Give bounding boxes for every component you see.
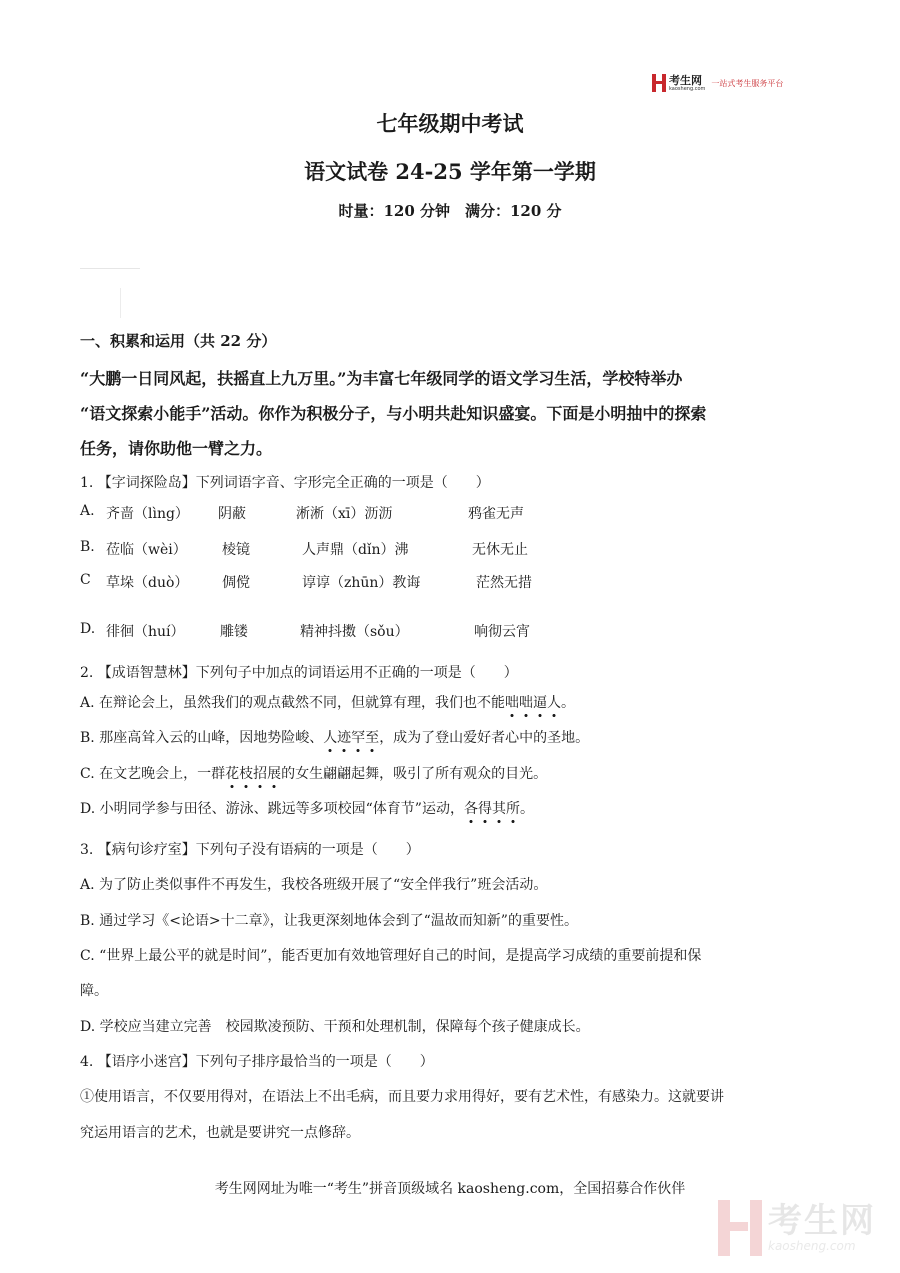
q2-option-a[interactable] [80, 692, 575, 718]
q1-option-a[interactable] [80, 503, 820, 523]
option-word-4: 响彻云宵 [474, 624, 530, 640]
option-text-end: 的女生翩翩起舞，吸引了所有观众的目光。 [281, 766, 548, 782]
q4-sentence-1: ①使用语言，不仅要用得对，在语法上不出毛病，而且要力求用得好，要有艺术性，有感染力。这就要讲 [80, 1089, 724, 1105]
q3-option-a[interactable]: A. 为了防止类似事件不再发生，我校各班级开展了“安全伴我行”班会活动。 [80, 877, 548, 893]
option-label: C [80, 572, 91, 588]
option-label: D. [80, 621, 96, 637]
option-text: B. 那座高耸入云的山峰，因地势险峻、 [80, 730, 324, 746]
exam-time-score: 时量：120 分钟 满分：120 分 [338, 202, 562, 220]
divider-vertical [120, 288, 121, 318]
exam-subtitle: 语文试卷 24-25 学年第一学期 [304, 159, 596, 184]
dotted-idiom [505, 692, 561, 718]
option-word-1: 齐啬（lìng） [106, 506, 189, 522]
q3-option-b[interactable]: B. 通过学习《<论语>十二章》，让我更深刻地体会到了“温故而知新”的重要性。 [80, 913, 578, 929]
option-word-2: 棱镜 [222, 542, 250, 558]
option-word-2: 雕镂 [220, 624, 248, 640]
option-text-end: 。 [519, 801, 534, 817]
dotted-idiom [323, 727, 379, 753]
option-word-4: 茫然无措 [476, 575, 532, 591]
q2-option-c[interactable] [80, 763, 547, 789]
option-word-4: 鸦雀无声 [468, 506, 524, 522]
option-text-end: ，成为了登山爱好者心中的圣地。 [379, 730, 590, 746]
dotted-idiom-text: 咄咄逼人 [505, 695, 562, 711]
intro-line-3: 任务，请你助他一臂之力。 [80, 439, 273, 458]
dotted-idiom-text: 人迹罕至 [323, 730, 380, 746]
kaosheng-logo[interactable] [652, 72, 783, 94]
option-text-end: 。 [561, 695, 576, 711]
option-word-4: 无休无止 [472, 542, 528, 558]
watermark-domain: kaosheng.com [768, 1239, 856, 1253]
q2-option-d[interactable] [80, 798, 534, 824]
option-text: C. 在文艺晚会上，一群 [80, 766, 226, 782]
divider [80, 268, 140, 269]
option-word-1: 草垛（duò） [106, 575, 189, 591]
question-3-stem: 3. 【病句诊疗室】下列句子没有语病的一项是（ ） [80, 842, 420, 858]
intro-line-1: “大鹏一日同风起，扶摇直上九万里。”为丰富七年级同学的语文学习生活，学校特举办 [80, 369, 683, 388]
logo-domain: kaosheng.com [669, 85, 706, 92]
option-label: A. [80, 503, 95, 519]
page-footer: 考生网网址为唯一“考生”拼音顶级域名 kaosheng.com，全国招募合作伙伴 [214, 1181, 686, 1197]
question-2-stem: 2. 【成语智慧林】下列句子中加点的词语运用不正确的一项是（ ） [80, 665, 518, 681]
option-word-3: 谆谆（zhūn）教诲 [302, 575, 421, 591]
option-word-2: 倜傥 [222, 575, 250, 591]
watermark [718, 1200, 876, 1256]
exam-title: 七年级期中考试 [376, 111, 524, 136]
option-word-2: 阴蔽 [218, 506, 246, 522]
option-word-3: 人声鼎（dǐn）沸 [302, 542, 409, 558]
q1-option-b[interactable] [80, 539, 820, 559]
watermark-logo-icon [718, 1200, 762, 1256]
option-text: D. 小明同学参与田径、游泳、跳远等多项校园“体育节”运动， [80, 801, 464, 817]
kaosheng-logo-icon [652, 74, 666, 92]
q4-sentence-1-continued: 究运用语言的艺术，也就是要讲究一点修辞。 [80, 1125, 360, 1141]
option-word-3: 淅淅（xī）沥沥 [296, 506, 393, 522]
dotted-idiom [225, 763, 281, 789]
question-4-stem: 4. 【语序小迷宫】下列句子排序最恰当的一项是（ ） [80, 1054, 434, 1070]
option-label: B. [80, 539, 95, 555]
section-heading: 一、积累和运用（共 22 分） [80, 332, 277, 350]
option-word-1: 莅临（wèi） [106, 542, 187, 558]
dotted-idiom-text: 各得其所 [463, 801, 520, 817]
option-word-1: 徘徊（huí） [106, 624, 185, 640]
q2-option-b[interactable] [80, 727, 589, 753]
question-1-stem: 1. 【字词探险岛】下列词语字音、字形完全正确的一项是（ ） [80, 475, 490, 491]
option-text: A. 在辩论会上，虽然我们的观点截然不同，但就算有理，我们也不能 [80, 695, 506, 711]
intro-line-2: “语文探索小能手”活动。你作为积极分子，与小明共赴知识盛宴。下面是小明抽中的探索 [80, 404, 707, 423]
dotted-idiom-text: 花枝招展 [225, 766, 282, 782]
q3-option-d[interactable]: D. 学校应当建立完善 校园欺凌预防、干预和处理机制，保障每个孩子健康成长。 [80, 1019, 590, 1035]
q1-option-d[interactable] [80, 621, 820, 641]
option-word-3: 精神抖擞（sǒu） [300, 624, 409, 640]
q3-option-c[interactable]: C. “世界上最公平的就是时间”，能否更加有效地管理好自己的时间，是提高学习成绩的重要前提和保 [80, 948, 702, 964]
dotted-idiom [464, 798, 520, 824]
logo-slogan: 一站式考生服务平台 [711, 78, 784, 88]
q3-option-c-continued: 障。 [80, 983, 108, 999]
watermark-name: 考生网 [768, 1201, 876, 1241]
logo-name: 考生网 [669, 73, 702, 87]
q1-option-c[interactable] [80, 572, 820, 592]
